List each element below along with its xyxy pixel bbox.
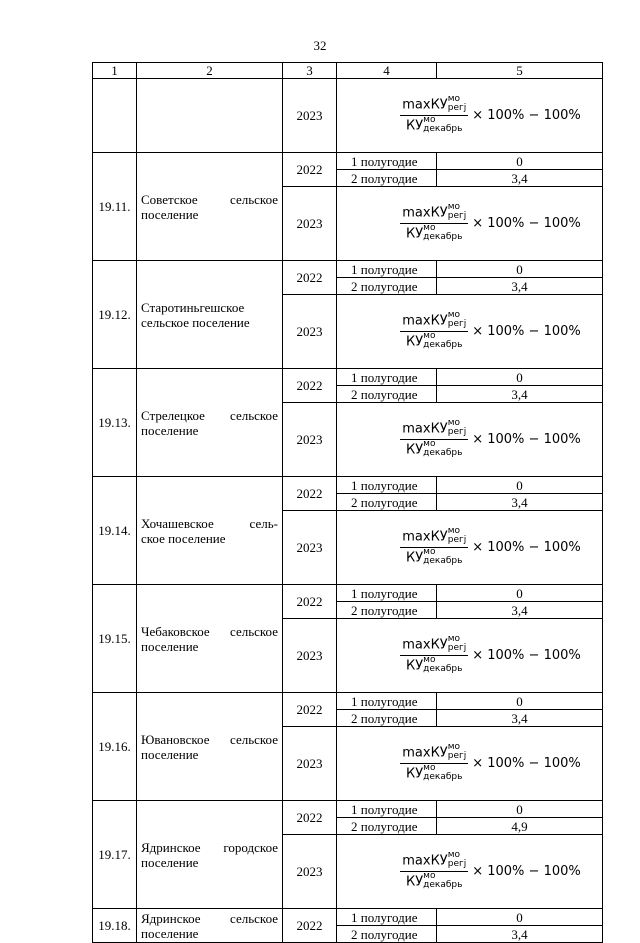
row-number: 19.14. (93, 477, 137, 585)
settlement-name (137, 261, 283, 369)
settlement-name-line: ское поселение (141, 530, 226, 546)
value-cell: 0 (437, 261, 603, 278)
fraction (400, 852, 468, 891)
settlement-name-line: поселение (141, 638, 199, 654)
half-year-label: 2 полугодие (337, 710, 437, 727)
half-year-label: 1 полугодие (337, 153, 437, 170)
fraction-denominator: КУ мо декабрь (406, 763, 463, 782)
table-row (93, 693, 603, 710)
formula (337, 528, 602, 567)
settlement-name-line: Ядринское городское (141, 839, 278, 855)
half-year-label: 2 полугодие (337, 386, 437, 403)
value-cell: 0 (437, 369, 603, 386)
year-cell: 2022 (283, 261, 337, 295)
half-year-label: 1 полугодие (337, 585, 437, 602)
half-year-label: 1 полугодие (337, 801, 437, 818)
fraction-denominator: КУ мо декабрь (406, 547, 463, 566)
value-cell: 3,4 (437, 602, 603, 619)
year-cell: 2023 (283, 619, 337, 693)
value-cell: 3,4 (437, 278, 603, 295)
table-row (93, 909, 603, 926)
formula (337, 420, 602, 459)
year-cell: 2022 (283, 153, 337, 187)
settlement-name-line: Советское сельское (141, 191, 278, 207)
tariff-table (92, 62, 603, 943)
value-cell: 3,4 (437, 386, 603, 403)
half-year-label: 1 полугодие (337, 369, 437, 386)
formula-cell (337, 619, 603, 693)
settlement-name-line: поселение (141, 422, 199, 438)
fraction-numerator: maxКУ мо регj (400, 636, 468, 656)
half-year-label: 1 полугодие (337, 477, 437, 494)
value-cell: 3,4 (437, 710, 603, 727)
formula (337, 636, 602, 675)
formula-cell (337, 403, 603, 477)
settlement-name (137, 909, 283, 943)
table-row (93, 585, 603, 602)
settlement-name (137, 801, 283, 909)
half-year-label: 2 полугодие (337, 602, 437, 619)
half-year-label: 1 полугодие (337, 693, 437, 710)
formula-tail: × 100% − 100% (472, 864, 581, 879)
value-cell: 3,4 (437, 926, 603, 943)
fraction-denominator: КУ мо декабрь (406, 223, 463, 242)
value-cell: 4,9 (437, 818, 603, 835)
fraction-denominator: КУ мо декабрь (406, 439, 463, 458)
fraction-denominator: КУ мо декабрь (406, 655, 463, 674)
settlement-name (137, 585, 283, 693)
fraction (400, 420, 468, 459)
fraction-denominator: КУ мо декабрь (406, 331, 463, 350)
fraction-numerator: maxКУ мо регj (400, 420, 468, 440)
value-cell: 3,4 (437, 170, 603, 187)
header-cell: 1 (93, 63, 137, 79)
half-year-label: 2 полугодие (337, 818, 437, 835)
settlement-name-line: поселение (141, 746, 199, 762)
settlement-name (137, 369, 283, 477)
year-cell: 2022 (283, 585, 337, 619)
fraction-denominator: КУ мо декабрь (406, 871, 463, 890)
year-cell: 2023 (283, 727, 337, 801)
year-cell: 2023 (283, 403, 337, 477)
header-row (93, 63, 603, 79)
formula-tail: × 100% − 100% (472, 432, 581, 447)
header-cell: 2 (137, 63, 283, 79)
header-cell: 3 (283, 63, 337, 79)
year-cell: 2022 (283, 909, 337, 943)
fraction-numerator: maxКУ мо регj (400, 852, 468, 872)
formula-cell (337, 187, 603, 261)
half-year-label: 1 полугодие (337, 261, 437, 278)
table-row (93, 801, 603, 818)
settlement-name-line: поселение (141, 854, 199, 870)
settlement-name-line: сельское поселение (141, 314, 250, 330)
fraction-numerator: maxКУ мо регj (400, 528, 468, 548)
row-number: 19.15. (93, 585, 137, 693)
fraction (400, 204, 468, 243)
settlement-name-line: Ювановское сельское (141, 731, 278, 747)
half-year-label: 2 полугодие (337, 170, 437, 187)
settlement-name-line: Ядринское сельское (141, 910, 278, 926)
formula-tail: × 100% − 100% (472, 540, 581, 555)
row-number: 19.16. (93, 693, 137, 801)
year-cell: 2023 (283, 511, 337, 585)
table-row (93, 79, 603, 153)
formula (337, 852, 602, 891)
fraction-denominator: КУ мо декабрь (406, 115, 463, 134)
formula (337, 744, 602, 783)
table-row (93, 261, 603, 278)
settlement-name-line: поселение (141, 206, 199, 222)
formula-tail: × 100% − 100% (472, 648, 581, 663)
half-year-label: 1 полугодие (337, 909, 437, 926)
row-number: 19.18. (93, 909, 137, 943)
formula (337, 312, 602, 351)
formula-cell (337, 79, 603, 153)
formula-tail: × 100% − 100% (472, 216, 581, 231)
value-cell: 0 (437, 585, 603, 602)
settlement-name-line: Стрелецкое сельское (141, 407, 278, 423)
row-number: 19.11. (93, 153, 137, 261)
settlement-name-line: поселение (141, 925, 199, 941)
half-year-label: 2 полугодие (337, 278, 437, 295)
row-number: 19.13. (93, 369, 137, 477)
half-year-label: 2 полугодие (337, 494, 437, 511)
year-cell: 2023 (283, 835, 337, 909)
year-cell: 2023 (283, 187, 337, 261)
formula (337, 96, 602, 135)
fraction-numerator: maxКУ мо регj (400, 312, 468, 332)
settlement-name-line: Хочашевское сель- (141, 515, 278, 531)
row-number: 19.17. (93, 801, 137, 909)
formula-cell (337, 835, 603, 909)
settlement-name-line: Старотиньгешское (141, 299, 245, 315)
settlement-name (137, 79, 283, 153)
formula-cell (337, 511, 603, 585)
year-cell: 2023 (283, 79, 337, 153)
value-cell: 0 (437, 909, 603, 926)
value-cell: 3,4 (437, 494, 603, 511)
row-number (93, 79, 137, 153)
table-row (93, 369, 603, 386)
fraction (400, 312, 468, 351)
year-cell: 2022 (283, 801, 337, 835)
year-cell: 2022 (283, 369, 337, 403)
formula-cell (337, 727, 603, 801)
table-row (93, 477, 603, 494)
fraction (400, 96, 468, 135)
fraction-numerator: maxКУ мо регj (400, 96, 468, 116)
settlement-name (137, 693, 283, 801)
fraction-numerator: maxКУ мо регj (400, 204, 468, 224)
half-year-label: 2 полугодие (337, 926, 437, 943)
value-cell: 0 (437, 153, 603, 170)
fraction (400, 636, 468, 675)
header-cell: 5 (437, 63, 603, 79)
page-number: 32 (313, 38, 327, 53)
settlement-name (137, 153, 283, 261)
row-number: 19.12. (93, 261, 137, 369)
settlement-name (137, 477, 283, 585)
formula-cell (337, 295, 603, 369)
year-cell: 2023 (283, 295, 337, 369)
table-row (93, 153, 603, 170)
formula-tail: × 100% − 100% (472, 756, 581, 771)
fraction (400, 528, 468, 567)
formula-tail: × 100% − 100% (472, 108, 581, 123)
settlement-name-line: Чебаковское сельское (141, 623, 278, 639)
year-cell: 2022 (283, 477, 337, 511)
fraction-numerator: maxКУ мо регj (400, 744, 468, 764)
value-cell: 0 (437, 477, 603, 494)
fraction (400, 744, 468, 783)
year-cell: 2022 (283, 693, 337, 727)
value-cell: 0 (437, 801, 603, 818)
formula (337, 204, 602, 243)
header-cell: 4 (337, 63, 437, 79)
formula-tail: × 100% − 100% (472, 324, 581, 339)
value-cell: 0 (437, 693, 603, 710)
